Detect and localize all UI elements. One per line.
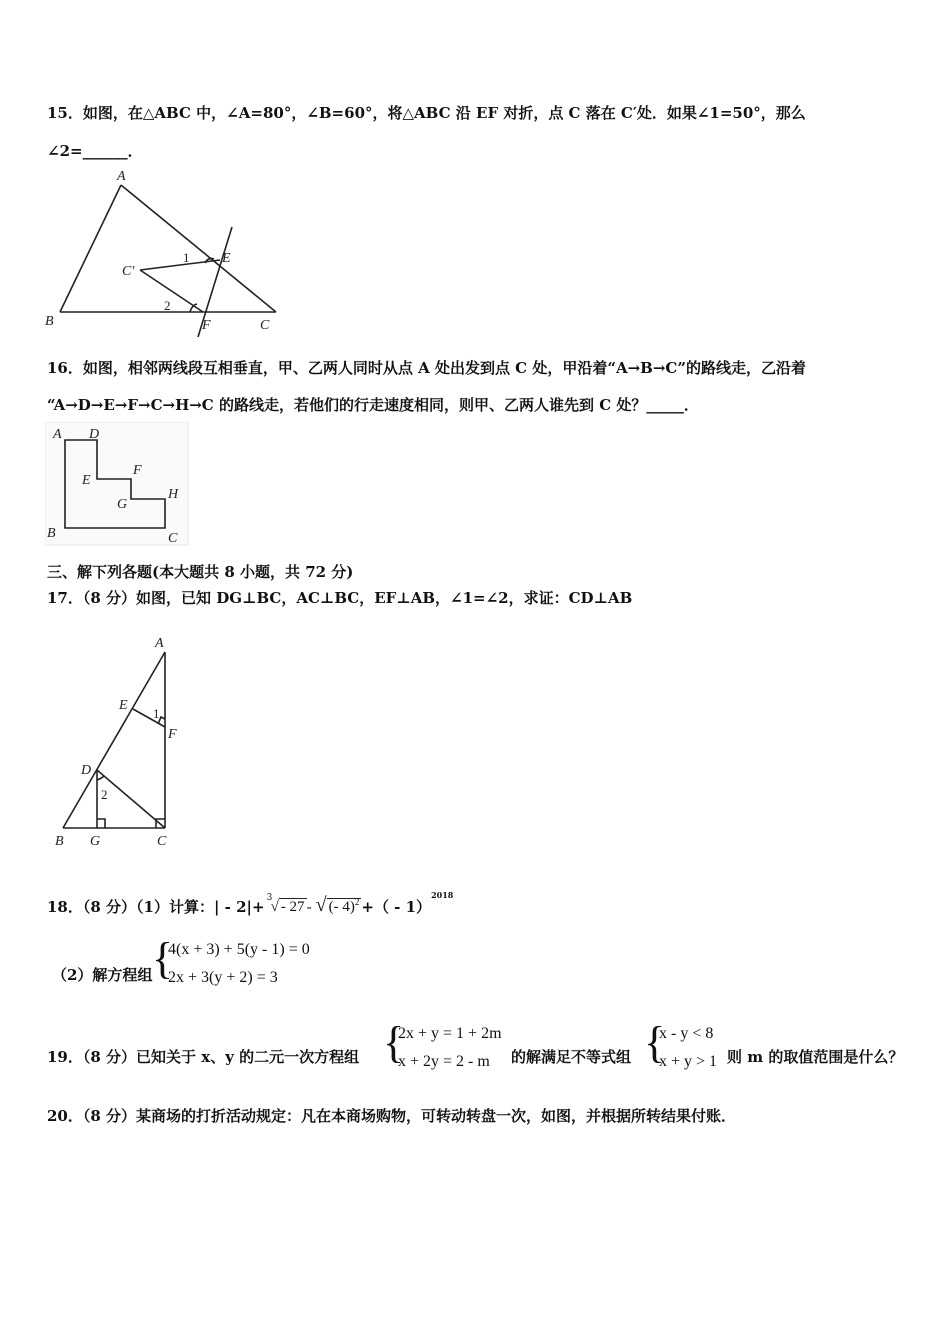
q16-line1: 16．如图，相邻两线段互相垂直，甲、乙两人同时从点 A 处出发到点 C 处，甲沿着“A→B→C”的路线走，乙沿着 [47,359,806,377]
q19-sys2-brace: { [644,1018,666,1067]
section3-title: 三、解下列各题(本大题共 8 小题，共 72 分) [47,563,354,581]
q18-eq1: 4(x + 3) + 5(y - 1) = 0 [168,941,310,958]
q15-ce-prime [140,260,220,270]
q15-label-f: F [202,318,211,333]
q16-label-b: B [47,526,56,541]
q15-label-cprime: C′ [122,264,135,279]
q19-suffix: 则 m 的取值范围是什么？ [727,1048,904,1066]
q18-root-index: 3 [266,893,273,903]
q15-side-ac [121,185,276,312]
q19-sys2-eq2: x + y > 1 [659,1053,718,1070]
q16-label-d: D [89,427,100,442]
q18-exp: 2018 [431,890,454,900]
q17-label-e: E [119,698,128,713]
q18-prefix: 18．（8 分）（1）计算： [47,898,214,916]
q19-prefix: 19．（8 分）已知关于 x、y 的二元一次方程组 [47,1048,360,1066]
q19-sys1-brace: { [383,1018,405,1067]
q18-radicand2-exp: 2 [354,897,360,907]
q19-sys1-eq1: 2x + y = 1 + 2m [398,1025,502,1042]
q17-angle2-arc [97,776,104,780]
q16-label-g: G [117,497,128,512]
q17-label-angle2: 2 [101,787,108,802]
q15-figure [40,165,300,340]
q17-figure [45,630,195,855]
q18-radicand1: - 27 [280,899,305,915]
q16-label-e: E [82,473,91,488]
q15-label-angle1: 1 [183,250,190,265]
q18-radicand2: (- 4) [328,899,355,915]
q19-sys1-eq2: x + 2y = 2 - m [398,1053,490,1070]
q15-side-ab [60,185,121,312]
q15-label-b: B [45,314,54,329]
q18-cube-root: 3 √ - 27 [267,896,307,917]
q17-label-f: F [168,727,177,742]
q20-line1: 20．（8 分）某商场的打折活动规定：凡在本商场购物，可转动转盘一次，如图，并根据所转结果付账． [47,1107,737,1125]
q15-line2: ∠2=______． [47,142,143,160]
q18-tail: +（ - 1） [361,898,432,916]
q16-label-a: A [53,427,62,442]
q17-side-ab [63,652,165,828]
q15-label-c: C [260,318,270,333]
q15-line1: 15．如图，在△ABC 中，∠A=80°，∠B=60°，将△ABC 沿 EF 对折，点 C 落在 C′处．如果∠1=50°，那么 [47,104,806,122]
q16-line2: “A→D→E→F→C→H→C 的路线走，若他们的行走速度相同，则甲、乙两人谁先到 C 处？_____． [47,396,699,414]
q18-part2-label: （2）解方程组 [52,966,153,984]
q17-line1: 17．（8 分）如图，已知 DG⊥BC，AC⊥BC，EF⊥AB，∠1=∠2，求证：CD⊥AB [47,589,633,607]
q17-label-b: B [55,834,64,849]
q17-label-angle1: 1 [153,706,160,721]
q18-minus: - [306,898,312,916]
q16-figure [45,422,190,547]
q17-label-a: A [155,636,164,651]
q19-middle: 的解满足不等式组 [511,1048,632,1066]
q17-label-d: D [81,763,92,778]
q18-part1 [47,892,453,917]
q16-label-c: C [168,531,178,546]
q16-label-f: F [133,463,142,478]
q18-abs: | - 2|+ [213,898,265,916]
q17-right-angle-g [97,819,105,828]
q18-system-brace: { [152,934,174,983]
q16-label-h: H [168,487,179,502]
q15-label-a: A [117,169,126,184]
q18-sqrt: √ (- 4)$^2$ [315,894,360,916]
q15-label-e: E [222,251,231,266]
q17-label-g: G [90,834,101,849]
q19-sys2-eq1: x - y < 8 [659,1025,714,1042]
q18-eq2: 2x + 3(y + 2) = 3 [168,969,278,986]
q17-label-c: C [157,834,167,849]
q15-label-angle2: 2 [164,298,171,313]
